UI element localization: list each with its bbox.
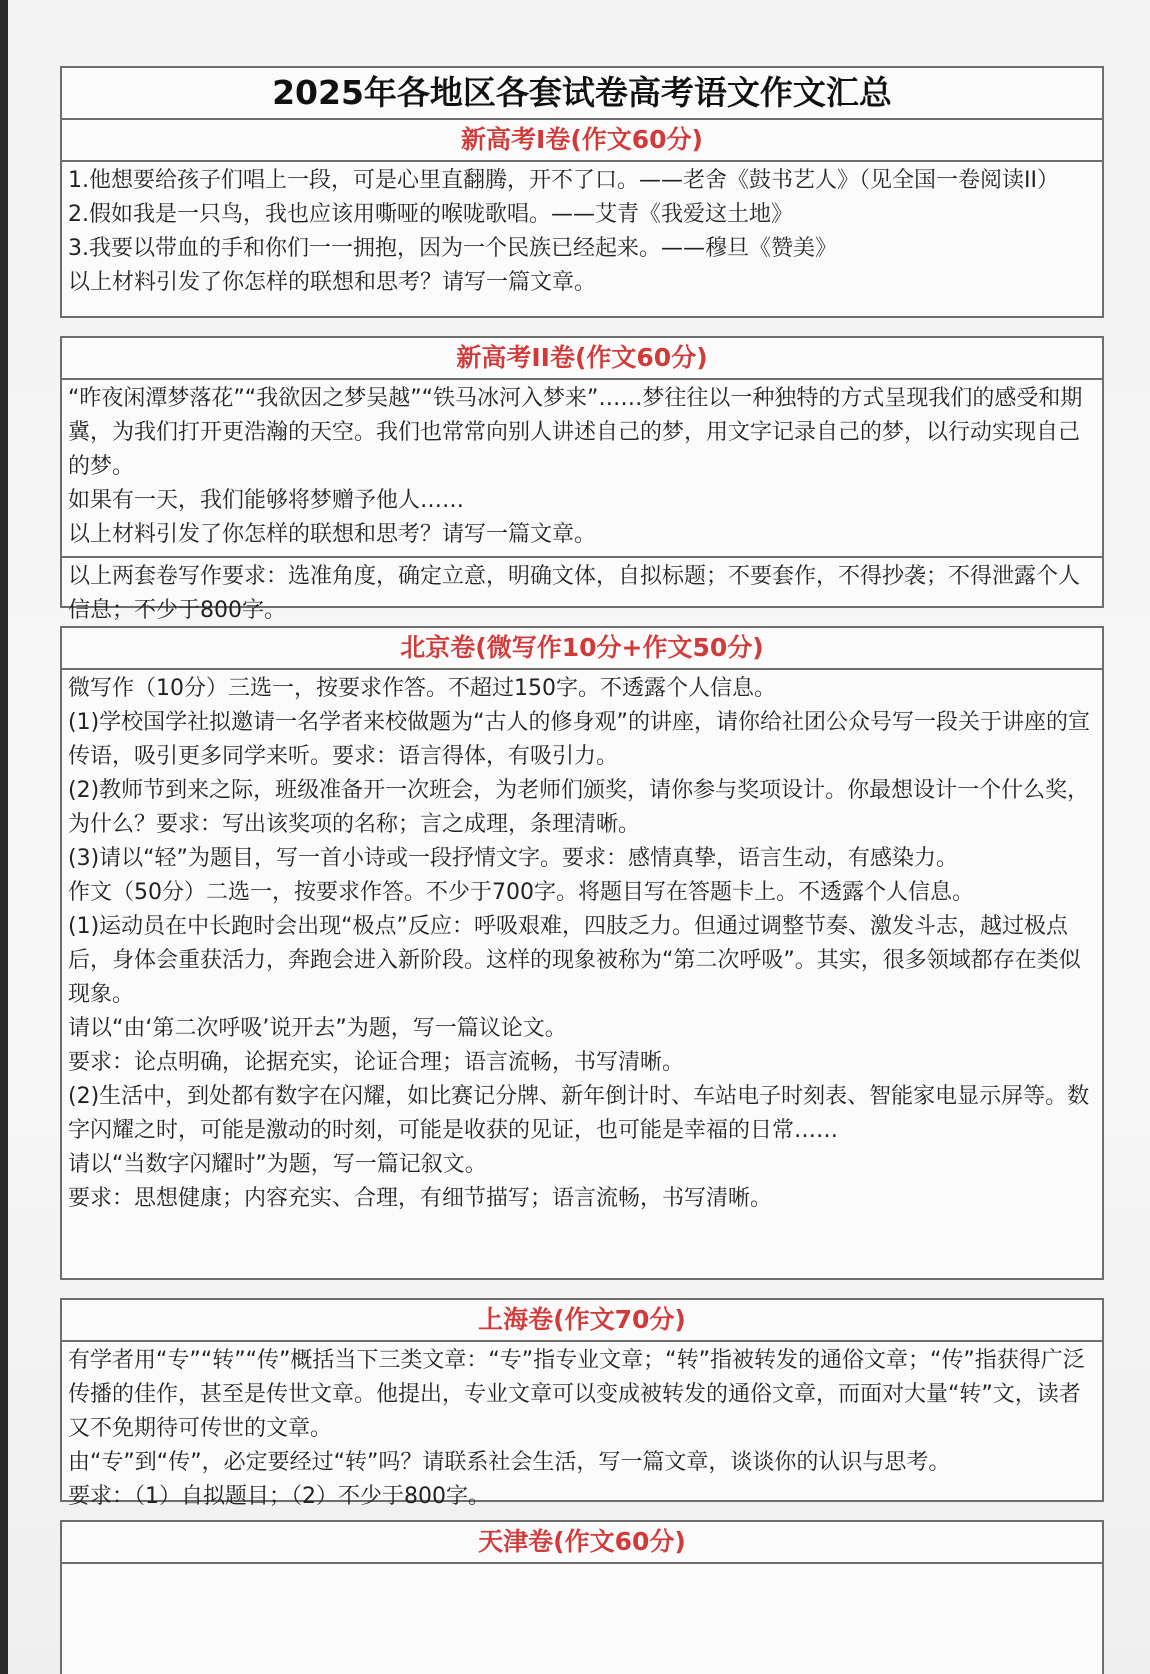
left-edge-strip: [0, 0, 8, 1674]
section-title-tianjin: 天津卷(作文60分): [62, 1522, 1102, 1564]
paragraph: 如果有一天，我们能够将梦赠予他人……: [68, 488, 465, 513]
paragraph: 以上材料引发了你怎样的联想和思考？请写一篇文章。: [68, 522, 597, 547]
paragraph: (3)请以“轻”为题目，写一首小诗或一段抒情文字。要求：感情真挚，语言生动，有感染力。: [68, 846, 958, 871]
paragraph: (1)运动员在中长跑时会出现“极点”反应：呼吸艰难，四肢乏力。但通过调整节奏、激发斗志，越过极点后，身体会重获活力，奔跑会进入新阶段。这样的现象被称为“第二次呼吸”。其实，很多领域都存在类似现象。: [68, 914, 1081, 1007]
paragraph: 微写作（10分）三选一，按要求作答。不超过150字。不透露个人信息。: [68, 676, 776, 701]
paragraph: 要求：论点明确，论据充实，论证合理；语言流畅，书写清晰。: [68, 1050, 685, 1075]
section-box-shanghai: [60, 1298, 1104, 1509]
writing-requirement: [62, 556, 1102, 632]
section-title-beijing: 北京卷(微写作10分+作文50分): [62, 628, 1102, 670]
section-box-xingaokao-2: [60, 336, 1104, 623]
paragraph: 由“专”到“传”，必定要经过“转”吗？请联系社会生活，写一篇文章，谈谈你的认识与思考。: [68, 1450, 951, 1475]
paragraph: 2.假如我是一只鸟，我也应该用嘶哑的喉咙歌唱。——艾青《我爱这土地》: [68, 202, 793, 227]
paragraph: 要求：思想健康；内容充实、合理，有细节描写；语言流畅，书写清晰。: [68, 1186, 773, 1211]
paragraph: (2)生活中，到处都有数字在闪耀，如比赛记分牌、新年倒计时、车站电子时刻表、智能家电显示屏等。数字闪耀之时，可能是激动的时刻，可能是收获的见证，也可能是幸福的日常……: [68, 1084, 1090, 1143]
section-title-xingaokao-1: 新高考I卷(作文60分): [62, 120, 1102, 162]
paragraph: 3.我要以带血的手和你们一一拥抱，因为一个民族已经起来。——穆旦《赞美》: [68, 236, 837, 261]
paragraph: (1)学校国学社拟邀请一名学者来校做题为“古人的修身观”的讲座，请你给社团公众号写一段关于讲座的宣传语，吸引更多同学来听。要求：语言得体，有吸引力。: [68, 710, 1090, 769]
page-title: 2025年各地区各套试卷高考语文作文汇总: [62, 68, 1102, 120]
paragraph: “昨夜闲潭梦落花”“我欲因之梦吴越”“铁马冰河入梦来”……梦往往以一种独特的方式呈现我们的感受和期冀，为我们打开更浩瀚的天空。我们也常常向别人讲述自己的梦，用文字记录自己的梦，以行动实现自己的梦。: [68, 386, 1083, 479]
paragraph: 以上材料引发了你怎样的联想和思考？请写一篇文章。: [68, 270, 597, 295]
document-page: [8, 0, 1150, 1674]
section-body-xingaokao-1: [62, 162, 1102, 304]
paragraph: (2)教师节到来之际，班级准备开一次班会，为老师们颁奖，请你参与奖项设计。你最想设计一个什么奖，为什么？要求：写出该奖项的名称；言之成理，条理清晰。: [68, 778, 1090, 837]
section-body-xingaokao-2: [62, 380, 1102, 556]
section-title-shanghai: 上海卷(作文70分): [62, 1300, 1102, 1342]
section-box-tianjin: [60, 1520, 1104, 1674]
paragraph: 1.他想要给孩子们唱上一段，可是心里直翻腾，开不了口。——老舍《鼓书艺人》（见全国一卷阅读II）: [68, 168, 1059, 193]
section-body-shanghai: [62, 1342, 1102, 1518]
paragraph: 作文（50分）二选一，按要求作答。不少于700字。将题目写在答题卡上。不透露个人信息。: [68, 880, 974, 905]
section-box-beijing: [60, 626, 1104, 1280]
paragraph: 要求：（1）自拟题目；（2）不少于800字。: [68, 1484, 490, 1509]
paragraph: 以上两套卷写作要求：选准角度，确定立意，明确文体，自拟标题；不要套作，不得抄袭；不得泄露个人信息；不少于800字。: [68, 564, 1081, 623]
paragraph: 请以“由‘第二次呼吸’说开去”为题，写一篇议论文。: [68, 1016, 567, 1041]
paragraph: 有学者用“专”“转”“传”概括当下三类文章：“专”指专业文章；“转”指被转发的通俗文章；“传”指获得广泛传播的佳作，甚至是传世文章。他提出，专业文章可以变成被转发的通俗文章，而面对大量“转”文，读者又不免期待可传世的文章。: [68, 1348, 1085, 1441]
section-box-xingaokao-1: [60, 66, 1104, 318]
section-title-xingaokao-2: 新高考II卷(作文60分): [62, 338, 1102, 380]
section-body-beijing: [62, 670, 1102, 1220]
paragraph: 请以“当数字闪耀时”为题，写一篇记叙文。: [68, 1152, 487, 1177]
